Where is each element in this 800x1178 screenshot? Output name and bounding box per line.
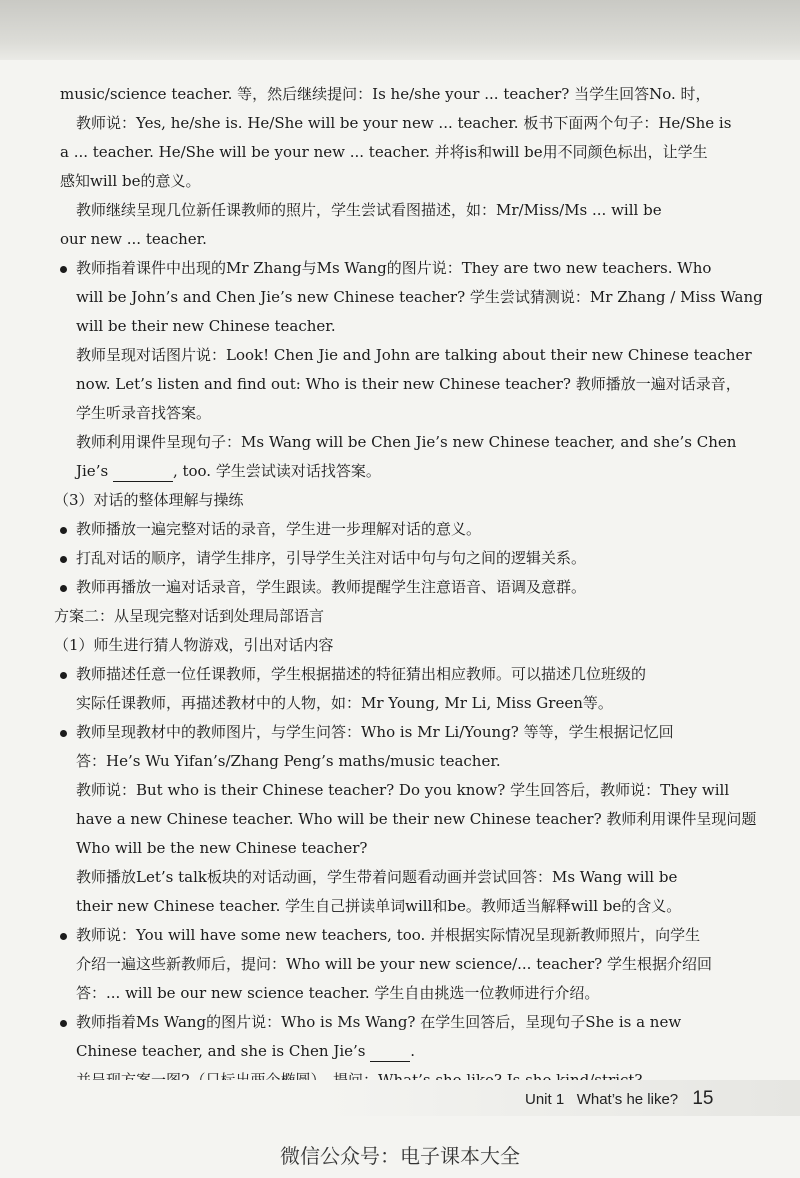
text-line: 教师呈现对话图片说：Look! Chen Jie and John are talking about their new Chinese teacher [76,346,752,364]
page-number: 15 [692,1088,714,1109]
text-line: our new ... teacher. [60,230,207,248]
text-line: will be their new Chinese teacher. [76,317,336,335]
text-line: now. Let’s listen and find out: Who is their new Chinese teacher? 教师播放一遍对话录音， [76,375,741,393]
bullet-text: 教师呈现教材中的教师图片，与学生问答：Who is Mr Li/Young? 等等，学生根据记忆回 [76,723,674,741]
text-line: 介绍一遍这些新教师后，提问：Who will be your new science/... teacher? 学生根据介绍回 [76,955,712,973]
bullet-text: 教师说：You will have some new teachers, too. 并根据实际情况呈现新教师照片，向学生 [76,926,701,944]
text-line: Who will be the new Chinese teacher? [76,839,368,857]
text-line [76,461,746,482]
fill-blank [370,1041,410,1062]
text-line: 学生听录音找答案。 [76,404,212,422]
bullet-text: 打乱对话的顺序，请学生排序，引导学生关注对话中句与句之间的逻辑关系。 [76,549,587,567]
text-line: 感知will be的意义。 [60,172,201,190]
text-line: 答：... will be our new science teacher. 学生自由挑选一位教师进行介绍。 [76,984,600,1002]
text-line [76,1041,746,1062]
page-footer [525,1088,713,1110]
text-line: 教师播放Let’s talk板块的对话动画，学生带着问题看动画并尝试回答：Ms Wang will be [76,868,678,886]
text-part: Jie’s [76,462,109,480]
section-heading: （3）对话的整体理解与操练 [54,491,244,509]
page-header-band [0,0,800,60]
bullet-text: 教师描述任意一位任课教师，学生根据描述的特征猜出相应教师。可以描述几位班级的 [76,665,647,683]
text-part: Chinese teacher, and she is Chen Jie’s [76,1042,366,1060]
text-line: 教师说：Yes, he/she is. He/She will be your new ... teacher. 板书下面两个句子：He/She is [76,114,732,132]
text-line: 答：He’s Wu Yifan’s/Zhang Peng’s maths/music teacher. [76,752,501,770]
text-line: have a new Chinese teacher. Who will be their new Chinese teacher? 教师利用课件呈现问题 [76,810,757,828]
text-line: 教师继续呈现几位新任课教师的照片，学生尝试看图描述，如：Mr/Miss/Ms ... will be [76,201,662,219]
text-line: a ... teacher. He/She will be your new ... teacher. 并将is和will be用不同颜色标出，让学生 [60,143,708,161]
fill-blank [113,461,173,482]
text-line: 教师利用课件呈现句子：Ms Wang will be Chen Jie’s new Chinese teacher, and she’s Chen [76,433,737,451]
bullet-text: 教师播放一遍完整对话的录音，学生进一步理解对话的意义。 [76,520,482,538]
bullet-text: 教师指着课件中出现的Mr Zhang与Ms Wang的图片说：They are two new teachers. Who [76,259,712,277]
text-line: music/science teacher. 等，然后继续提问：Is he/she your ... teacher? 当学生回答No. 时， [60,85,711,103]
text-line: 实际任课教师，再描述教材中的人物，如：Mr Young, Mr Li, Miss Green等。 [76,694,613,712]
watermark-text: 微信公众号：电子课本大全 [280,1144,520,1168]
text-part: , too. 学生尝试读对话找答案。 [172,462,381,480]
bullet-text: 教师指着Ms Wang的图片说：Who is Ms Wang? 在学生回答后，呈现句子She is a new [76,1013,682,1031]
footer-title: What’s he like? [576,1091,679,1108]
section-heading: （1）师生进行猜人物游戏，引出对话内容 [54,636,334,654]
bullet-text: 教师再播放一遍对话录音，学生跟读。教师提醒学生注意语音、语调及意群。 [76,578,587,596]
footer-unit: Unit 1 [525,1091,565,1108]
text-part: . [410,1042,416,1060]
section-heading: 方案二：从呈现完整对话到处理局部语言 [54,607,325,625]
text-line: their new Chinese teacher. 学生自己拼读单词will和be。教师适当解释will be的含义。 [76,897,682,915]
text-line: will be John’s and Chen Jie’s new Chinese teacher? 学生尝试猜测说：Mr Zhang / Miss Wang [76,288,763,306]
text-line: 教师说：But who is their Chinese teacher? Do you know? 学生回答后，教师说：They will [76,781,730,799]
